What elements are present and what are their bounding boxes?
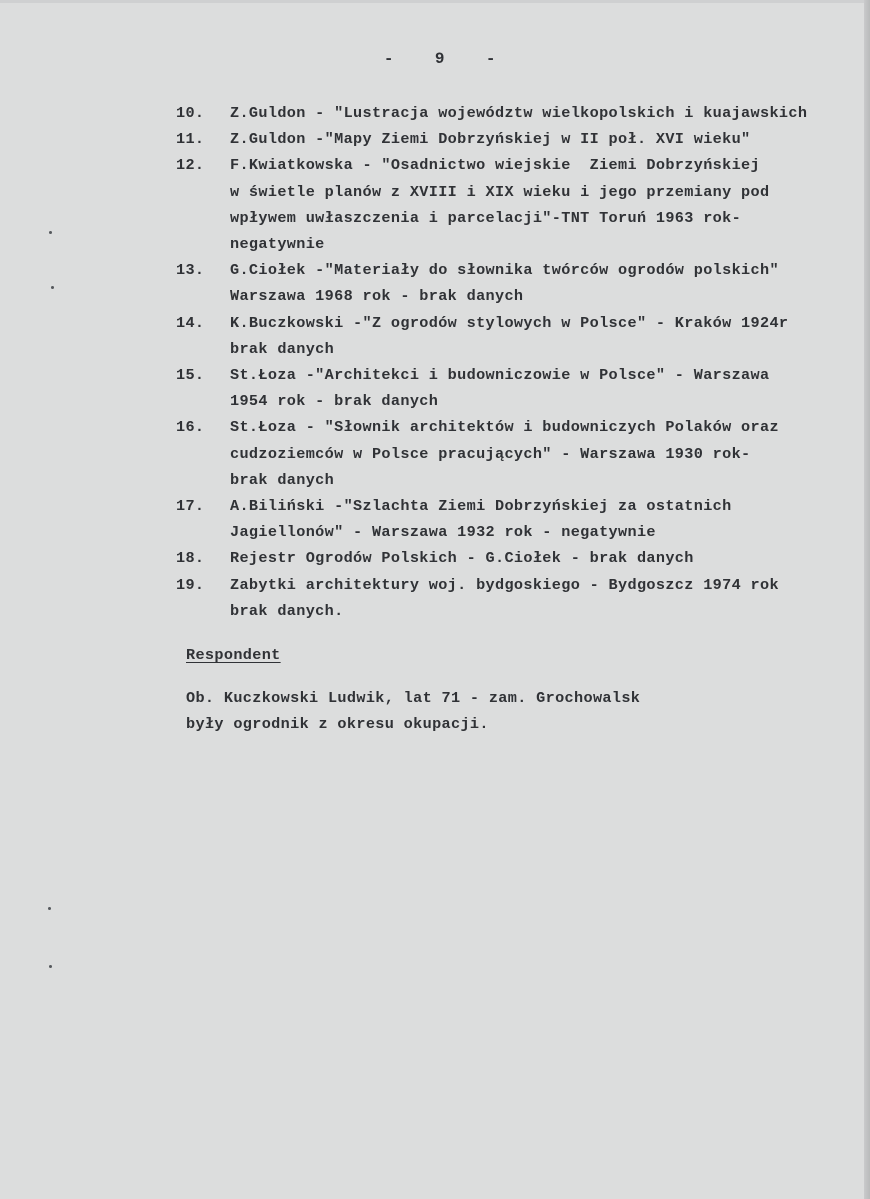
entry-number: 19.: [176, 575, 205, 594]
entry-line: G.Ciołek -"Materiały do słownika twórców ogrodów polskich": [230, 261, 779, 280]
entry-line: Zabytki architektury woj. bydgoskiego - Bydgoszcz 1974 rok: [230, 575, 779, 594]
entry-number: 14.: [176, 313, 205, 332]
entry-number: 12.: [176, 156, 205, 175]
entry-number: 18.: [176, 549, 205, 568]
bibliography-entry-13: [176, 257, 866, 309]
entry-text: [230, 362, 866, 414]
entry-line: w świetle planów z XVIII i XIX wieku i jego przemiany pod: [230, 182, 770, 201]
bibliography-entry-17: [176, 493, 866, 545]
entry-line: brak danych.: [230, 601, 344, 620]
entry-line: Z.Guldon -"Mapy Ziemi Dobrzyńskiej w II poł. XVI wieku": [230, 130, 751, 149]
entry-number: 10.: [176, 104, 205, 122]
respondent-line: były ogrodnik z okresu okupacji.: [186, 715, 489, 733]
entry-text: [230, 572, 866, 624]
entry-line: 1954 rok - brak danych: [230, 392, 439, 411]
paper-speck: [51, 286, 54, 289]
entry-text: [230, 152, 866, 257]
paper-top-edge: [0, 0, 870, 3]
entry-line: St.Łoza - "Słownik architektów i budowniczych Polaków oraz: [230, 418, 779, 437]
entry-text: [230, 310, 866, 362]
entry-line: negatywnie: [230, 235, 325, 254]
entry-line: cudzoziemców w Polsce pracujących" - Warszawa 1930 rok-: [230, 444, 751, 463]
entry-number: 11.: [176, 130, 205, 149]
entry-text: [230, 100, 866, 126]
entry-number: 16.: [176, 418, 205, 437]
entry-line: K.Buczkowski -"Z ogrodów stylowych w Polsce" - Kraków 1924r: [230, 313, 789, 332]
respondent-details: [186, 685, 640, 737]
paper-speck: [49, 231, 52, 234]
entry-line: wpływem uwłaszczenia i parcelacji"-TNT Toruń 1963 rok-: [230, 208, 742, 227]
bibliography-entry-18: [176, 545, 866, 571]
entry-text: [230, 545, 866, 571]
entry-number: 17.: [176, 497, 205, 516]
paper-speck: [49, 965, 52, 968]
bibliography-list: [176, 100, 866, 624]
respondent-line: Ob. Kuczkowski Ludwik, lat 71 - zam. Grochowalsk: [186, 689, 641, 707]
bibliography-entry-19: [176, 572, 866, 624]
entry-line: Rejestr Ogrodów Polskich - G.Ciołek - brak danych: [230, 549, 694, 568]
respondent-heading: Respondent: [186, 646, 281, 664]
entry-text: [230, 126, 866, 152]
entry-text: [230, 257, 866, 309]
entry-text: [230, 493, 866, 545]
entry-line: St.Łoza -"Architekci i budowniczowie w Polsce" - Warszawa: [230, 366, 770, 385]
bibliography-entry-16: [176, 414, 866, 493]
entry-line: brak danych: [230, 470, 335, 489]
entry-line: Jagiellonów" - Warszawa 1932 rok - negatywnie: [230, 523, 656, 542]
entry-number: 13.: [176, 261, 205, 280]
entry-number: 15.: [176, 366, 205, 385]
bibliography-entry-11: [176, 126, 866, 152]
entry-line: Z.Guldon - "Lustracja województw wielkopolskich i kuajawskich: [230, 104, 808, 122]
bibliography-entry-10: [176, 100, 866, 126]
entry-text: [230, 414, 866, 493]
entry-line: F.Kwiatkowska - "Osadnictwo wiejskie Ziemi Dobrzyńskiej: [230, 156, 760, 175]
entry-line: Warszawa 1968 rok - brak danych: [230, 287, 524, 306]
entry-line: brak danych: [230, 339, 335, 358]
bibliography-entry-15: [176, 362, 866, 414]
bibliography-entry-12: [176, 152, 866, 257]
bibliography-entry-14: [176, 310, 866, 362]
page-number: - 9 -: [383, 50, 497, 68]
entry-line: A.Biliński -"Szlachta Ziemi Dobrzyńskiej za ostatnich: [230, 497, 732, 516]
paper-speck: [48, 907, 51, 910]
